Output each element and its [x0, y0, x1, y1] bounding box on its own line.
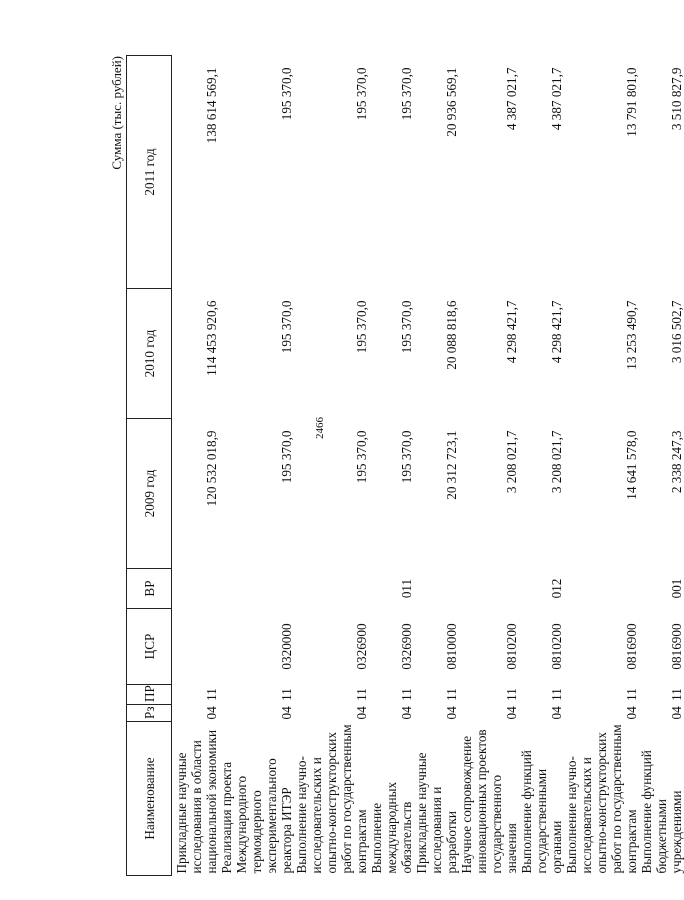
cell-2011: 195 370,0 [399, 67, 414, 121]
cell-name: Выполнение функций государственными органами [519, 750, 564, 874]
cell-2010: 195 370,0 [279, 300, 294, 354]
cell-vr [459, 569, 519, 609]
cell-rz: 04 [354, 706, 369, 720]
cell-vr [564, 569, 639, 609]
cell-pr: 11 [504, 688, 519, 701]
cell-2009: 14 641 578,0 [624, 430, 639, 500]
cell-csr: 0810200 [504, 623, 519, 670]
header-csr: ЦСР [127, 609, 172, 685]
cell-csr [172, 609, 220, 685]
cell-vr: 011 [399, 578, 414, 599]
cell-2010: 4 298 421,7 [549, 300, 564, 364]
cell-pr: 11 [354, 688, 369, 701]
cell-2010: 195 370,0 [354, 300, 369, 354]
header-2011: 2011 год [127, 56, 172, 289]
cell-pr: 11 [669, 688, 684, 701]
cell-2009: 2 338 247,3 [669, 430, 684, 494]
header-2010: 2010 год [127, 289, 172, 419]
cell-2009: 3 208 021,7 [504, 430, 519, 494]
cell-2011: 4 387 021,7 [504, 67, 519, 131]
cell-2011: 3 510 827,9 [669, 67, 684, 131]
cell-2009: 3 208 021,7 [549, 430, 564, 494]
cell-2009: 195 370,0 [354, 430, 369, 484]
cell-pr: 11 [624, 688, 639, 701]
cell-2011: 13 791 801,0 [624, 67, 639, 137]
table-row [639, 56, 684, 876]
header-rz: Рз [127, 705, 172, 722]
header-pr: ПР [127, 685, 172, 705]
cell-2010: 3 016 502,7 [669, 300, 684, 364]
cell-name: Прикладные научные исследования в области национальной экономики [174, 729, 219, 874]
rotated-page-content [108, 56, 684, 876]
cell-csr: 0326900 [399, 623, 414, 670]
cell-2009: 20 312 723,1 [444, 430, 459, 500]
table-row [459, 56, 519, 876]
cell-vr [414, 569, 459, 609]
header-2009: 2009 год [127, 419, 172, 569]
cell-name: Выполнение международных обязательств [369, 781, 414, 874]
cell-2010: 4 298 421,7 [504, 300, 519, 364]
cell-vr [294, 569, 369, 609]
cell-rz: 04 [669, 706, 684, 720]
cell-rz: 04 [504, 706, 519, 720]
table-row [564, 56, 639, 876]
cell-name: Выполнение функций бюджетными учреждениями [639, 750, 684, 874]
cell-2010: 114 453 920,6 [204, 300, 219, 376]
cell-csr: 0810000 [444, 623, 459, 670]
cell-pr: 11 [549, 688, 564, 701]
page-number: 2466 [314, 417, 326, 439]
table-row [219, 56, 294, 876]
cell-vr [219, 569, 294, 609]
cell-pr: 11 [399, 688, 414, 701]
cell-2011: 138 614 569,1 [204, 67, 219, 144]
budget-table [126, 55, 684, 876]
cell-vr: 001 [669, 578, 684, 599]
cell-rz: 04 [204, 706, 219, 720]
cell-csr: 0326900 [354, 623, 369, 670]
cell-rz: 04 [399, 706, 414, 720]
cell-name: Прикладные научные исследования и разработки [414, 752, 459, 874]
cell-rz: 04 [549, 706, 564, 720]
cell-2011: 20 936 569,1 [444, 67, 459, 137]
cell-csr: 0320000 [279, 623, 294, 670]
table-row [414, 56, 459, 876]
cell-2011: 195 370,0 [354, 67, 369, 121]
table-row [519, 56, 564, 876]
cell-2009: 195 370,0 [399, 430, 414, 484]
cell-pr: 11 [279, 688, 294, 701]
cell-csr: 0816900 [624, 623, 639, 670]
cell-rz: 04 [444, 706, 459, 720]
cell-2011: 195 370,0 [279, 67, 294, 121]
header-vr: ВР [127, 569, 172, 609]
table-row [172, 56, 220, 876]
cell-vr [172, 569, 220, 609]
cell-name: Выполнение научно-исследовательских и опытно-конструкторских работ по государственным контрактам [564, 724, 639, 874]
cell-name: Реализация проекта Международного термоядерного экспериментального реактора ИТЭР [219, 758, 294, 874]
header-name: Наименование [127, 722, 172, 876]
cell-name: Научное сопровождение инновационных проектов государственного значения [459, 729, 519, 874]
cell-pr: 11 [204, 688, 219, 701]
cell-vr: 012 [549, 578, 564, 599]
cell-csr: 0810200 [549, 623, 564, 670]
table-row [369, 56, 414, 876]
cell-2011: 4 387 021,7 [549, 67, 564, 131]
cell-rz: 04 [624, 706, 639, 720]
cell-2010: 20 088 818,6 [444, 300, 459, 370]
cell-rz: 04 [279, 706, 294, 720]
cell-csr: 0816900 [669, 623, 684, 670]
cell-name: Выполнение научно-исследовательских и опытно-конструкторских работ по государственным контрактам [294, 724, 369, 874]
cell-2010: 13 253 490,7 [624, 300, 639, 370]
table-header [127, 56, 172, 876]
cell-2009: 195 370,0 [279, 430, 294, 484]
units-caption: Сумма (тыс. рублей) [109, 56, 124, 170]
cell-pr: 11 [444, 688, 459, 701]
cell-2010: 195 370,0 [399, 300, 414, 354]
table-body [172, 56, 684, 876]
cell-2009: 120 532 018,9 [204, 430, 219, 507]
table-row [294, 56, 369, 876]
